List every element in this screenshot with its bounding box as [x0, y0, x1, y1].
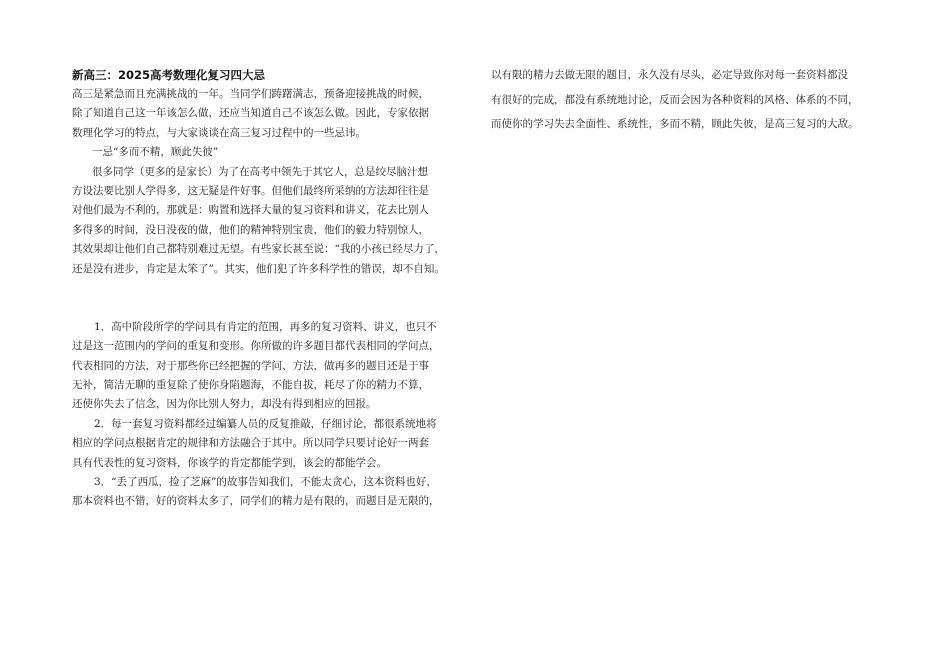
text-line: 多得多的时间，没日没夜的做，他们的精神特别宝贵，他们的毅力特别惊人，: [72, 223, 429, 236]
text-line: 代表相同的方法，对于那些你已经把握的学问、方法，做再多的题目还是于事: [72, 359, 429, 372]
text-line: 过是这一范围内的学问的重复和变形。你所做的许多题目都代表相同的学问点，: [72, 340, 440, 353]
right-column: [491, 66, 891, 140]
paragraph-1: [72, 163, 472, 279]
text-line: 1．高中阶段所学的学问具有肯定的范围，再多的复习资料、讲义，也只不: [94, 320, 437, 333]
paragraph-spacer: [72, 279, 472, 318]
point-1: [72, 318, 472, 415]
text-line: 无补，简洁无聊的重复除了使你身陷题海，不能自拔，耗尽了你的精力不算，: [72, 379, 429, 392]
text-line: 很多同学（更多的是家长）为了在高考中领先于其它人，总是绞尽脑汁想: [92, 165, 428, 178]
text-line: 数理化学习的特点，与大家谈谈在高三复习过程中的一些忌讳。: [72, 126, 366, 139]
text-line: 除了知道自己这一年该怎么做，还应当知道自己不该怎么做。因此，专家依据: [72, 107, 429, 120]
text-line: 对他们最为不利的，那就是：购置和选择大量的复习资料和讲义，花去比别人: [72, 204, 429, 217]
text-line: 以有限的精力去做无限的题目，永久没有尽头，必定导致你对每一套资料都没: [491, 69, 848, 81]
intro-paragraph: [72, 85, 472, 143]
text-line: 其效果却让他们自己都特别难过无望。有些家长甚至说：“我的小孩已经尽力了，: [72, 243, 445, 256]
text-line: 而使你的学习失去全面性、系统性，多而不精，顾此失彼，是高三复习的大敌。: [491, 118, 859, 130]
text-line: 有很好的完成，都没有系统地讨论，反而会因为各种资料的风格、体系的不同，: [491, 93, 859, 106]
text-line: 还是没有进步，肯定是太笨了”。其实，他们犯了许多科学性的错误，却不自知。: [72, 262, 445, 275]
section-heading: 一忌“多而不精，顾此失彼”: [92, 146, 219, 159]
point-3: [72, 473, 472, 512]
text-line: 具有代表性的复习资料，你该学的肯定都能学到，该会的都能学会。: [72, 456, 387, 469]
document-title: 新高三：2025高考数理化复习四大忌: [72, 68, 266, 82]
text-line: 方设法要比别人学得多，这无疑是件好事。但他们最终所采纳的方法却往往是: [72, 184, 429, 197]
text-line: 那本资料也不错，好的资料太多了，同学们的精力是有限的，而题目是无限的，: [72, 495, 440, 508]
point-2: [72, 415, 472, 473]
text-line: 高三是紧急而且充满挑战的一年。当同学们踌躇满志，预备迎接挑战的时候，: [72, 88, 429, 100]
text-line: 还使你失去了信念，因为你比别人努力，却没有得到相应的回报。: [72, 398, 377, 411]
left-column: [72, 66, 472, 512]
text-line: 相应的学问点根据肯定的规律和方法融合于其中。所以同学只要讨论好一两套: [72, 437, 429, 450]
text-line: 3．“丢了西瓜，捡了芝麻”的故事告知我们，不能太贪心，这本资料也好，: [94, 476, 437, 489]
text-line: 2．每一套复习资料都经过编纂人员的反复推敲，仔细讨论，都很系统地将: [94, 417, 437, 430]
